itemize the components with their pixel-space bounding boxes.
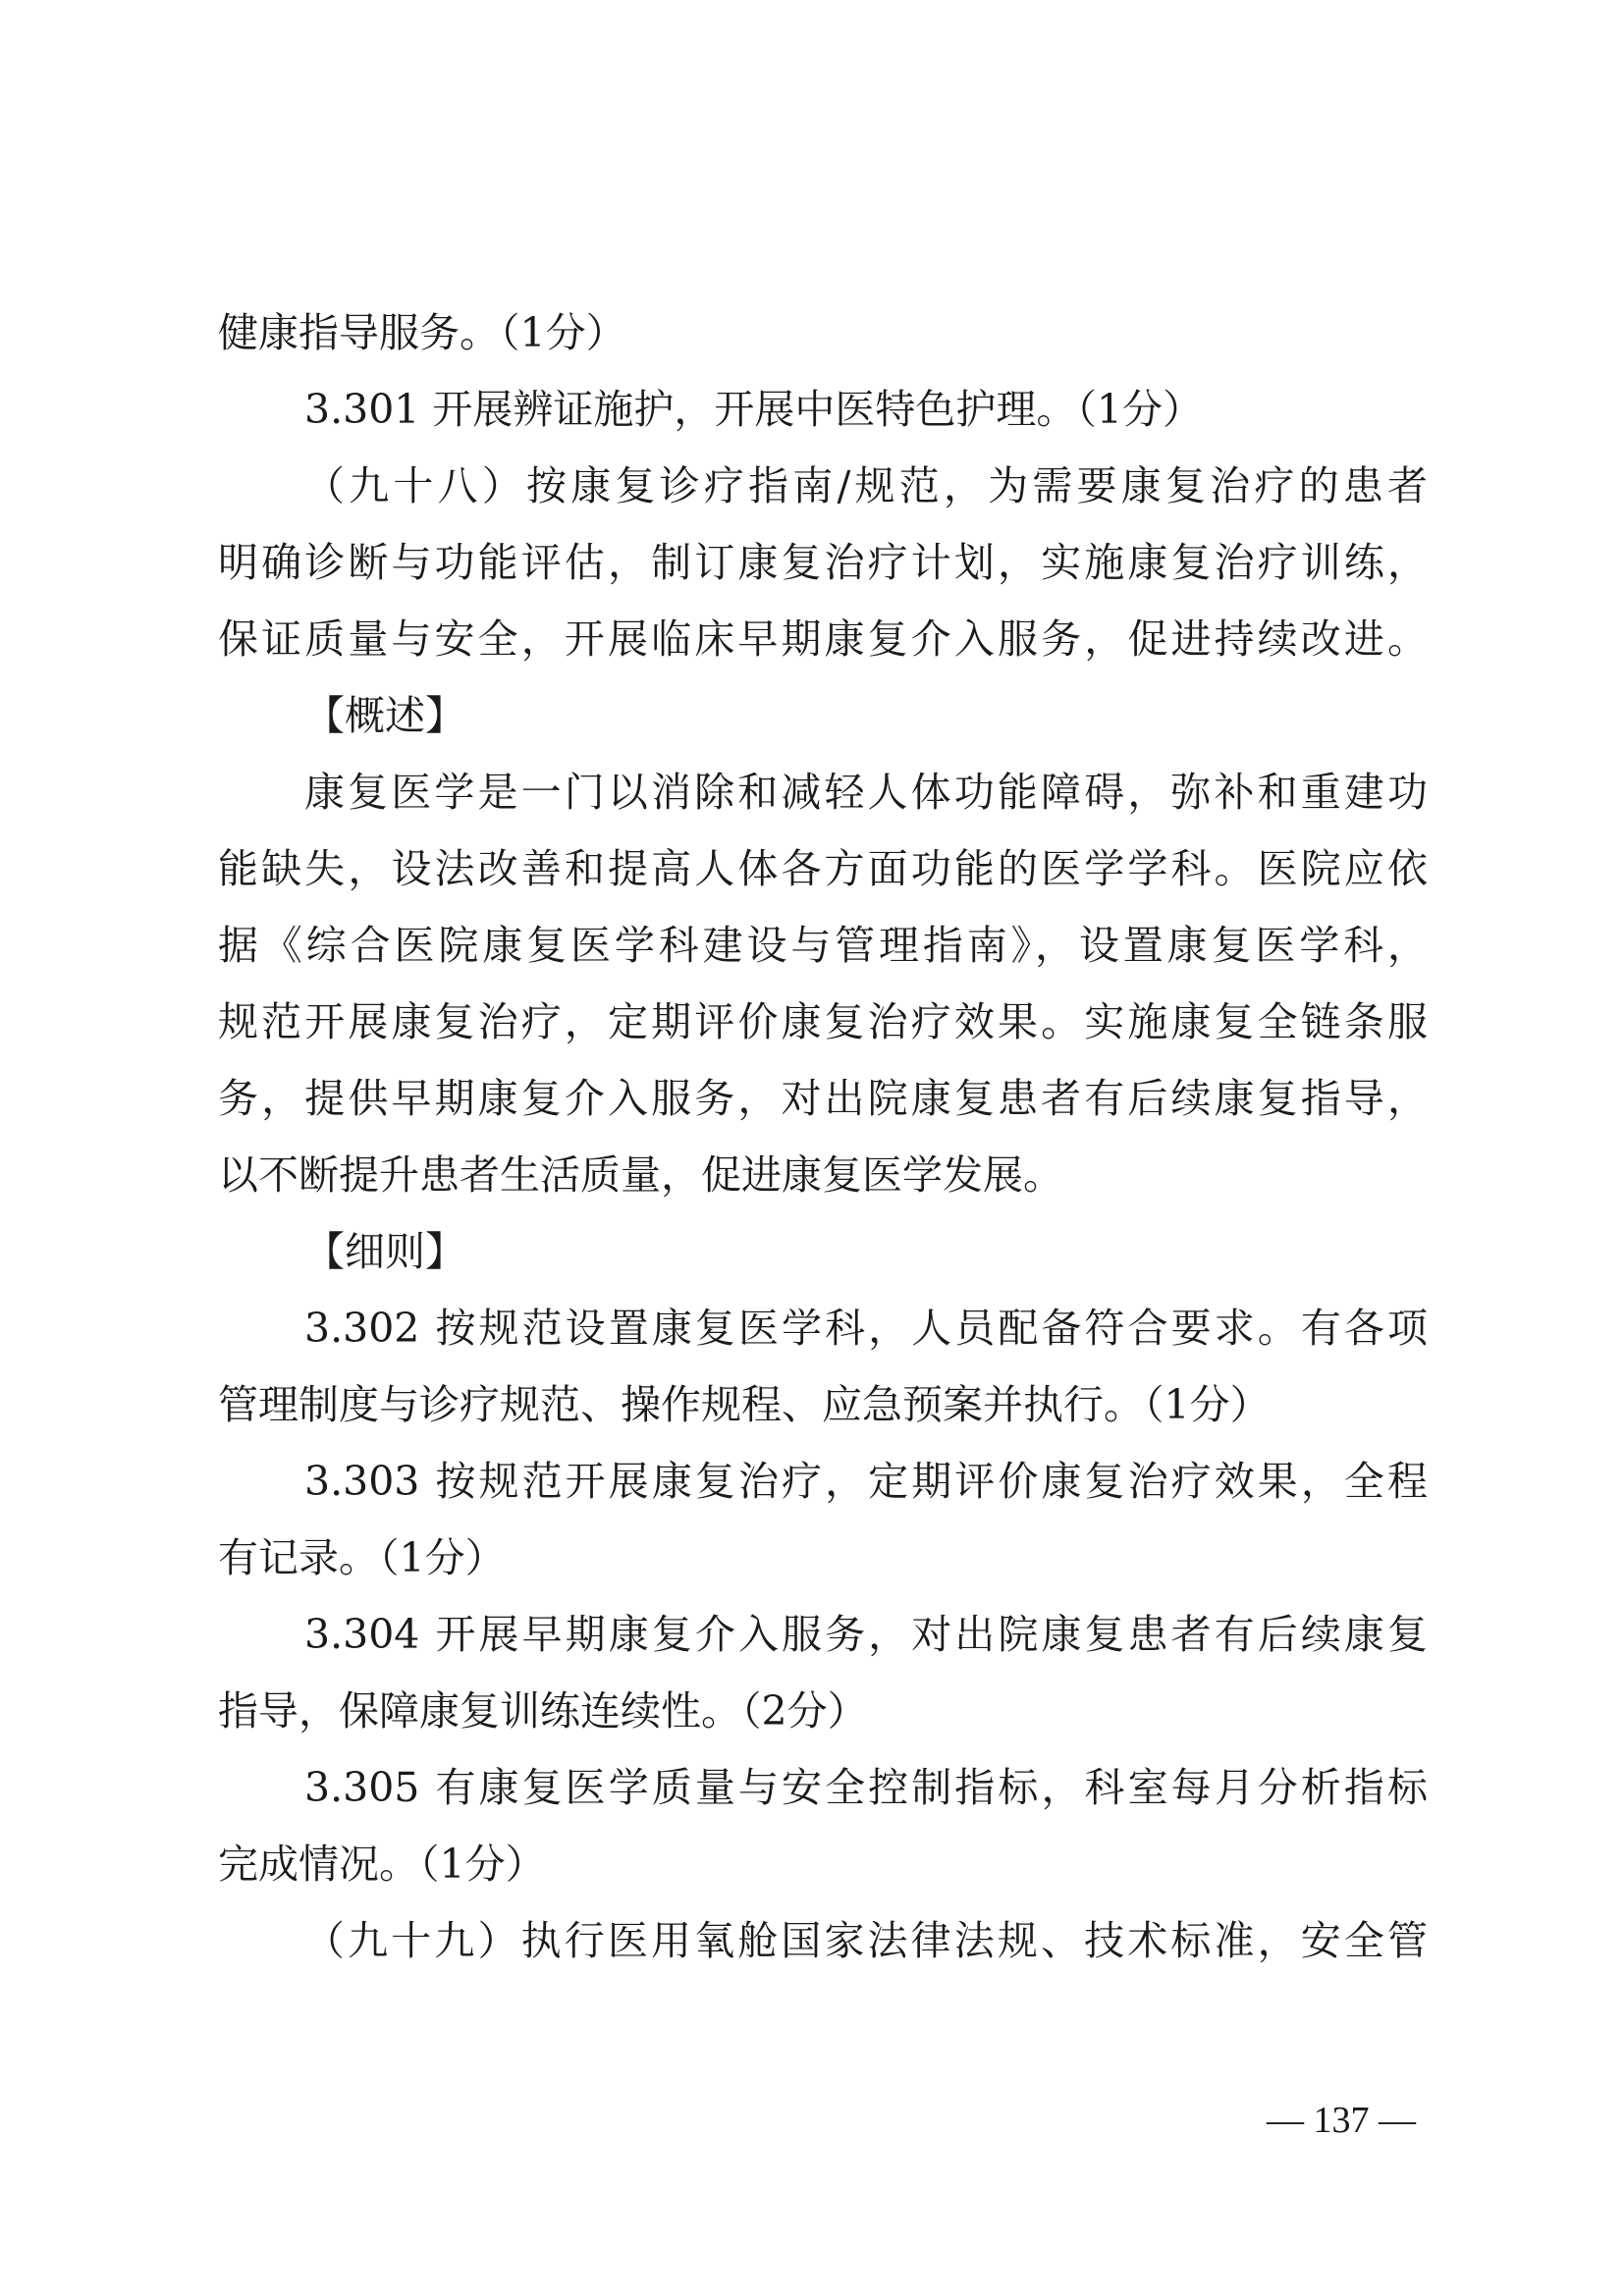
text-line: 明确诊断与功能评估，制订康复治疗计划，实施康复治疗训练， xyxy=(218,539,1428,586)
text-line: 管理制度与诊疗规范、操作规程、应急预案并执行。（1分） xyxy=(218,1381,1271,1428)
text-line: 务，提供早期康复介入服务，对出院康复患者有后续康复指导， xyxy=(218,1075,1428,1122)
text-line: 能缺失，设法改善和提高人体各方面功能的医学学科。医院应依 xyxy=(218,845,1428,892)
text-line: 完成情况。（1分） xyxy=(218,1841,546,1888)
text-line: 指导，保障康复训练连续性。（2分） xyxy=(218,1687,868,1735)
text-line: 3.303 按规范开展康复治疗，定期评价康复治疗效果，全程 xyxy=(304,1458,1428,1505)
page-number: — 137 — xyxy=(1267,2100,1416,2141)
text-line: （九十九）执行医用氧舱国家法律法规、技术标准，安全管 xyxy=(304,1917,1428,1964)
text-line: 康复医学是一门以消除和减轻人体功能障碍，弥补和重建功 xyxy=(304,769,1428,816)
text-line: 3.304 开展早期康复介入服务，对出院康复患者有后续康复 xyxy=(304,1611,1428,1658)
text-line: 健康指导服务。（1分） xyxy=(218,309,626,356)
text-line: 3.302 按规范设置康复医学科，人员配备符合要求。有各项 xyxy=(304,1305,1428,1352)
text-line: 3.301 开展辨证施护，开展中医特色护理。（1分） xyxy=(304,386,1203,433)
text-line: 据《综合医院康复医学科建设与管理指南》，设置康复医学科， xyxy=(218,922,1428,969)
text-line: 保证质量与安全，开展临床早期康复介入服务，促进持续改进。 xyxy=(218,615,1428,663)
section-heading-overview: 【概述】 xyxy=(304,692,465,739)
text-line: 3.305 有康复医学质量与安全控制指标，科室每月分析指标 xyxy=(304,1764,1428,1811)
text-line: 有记录。（1分） xyxy=(218,1534,506,1581)
text-line: 以不断提升患者生活质量，促进康复医学发展。 xyxy=(218,1151,1063,1199)
text-line: （九十八）按康复诊疗指南/规范，为需要康复治疗的患者 xyxy=(304,462,1428,509)
section-heading-rules: 【细则】 xyxy=(304,1228,465,1275)
text-line: 规范开展康复治疗，定期评价康复治疗效果。实施康复全链条服 xyxy=(218,998,1428,1045)
body-text xyxy=(218,294,1428,1979)
